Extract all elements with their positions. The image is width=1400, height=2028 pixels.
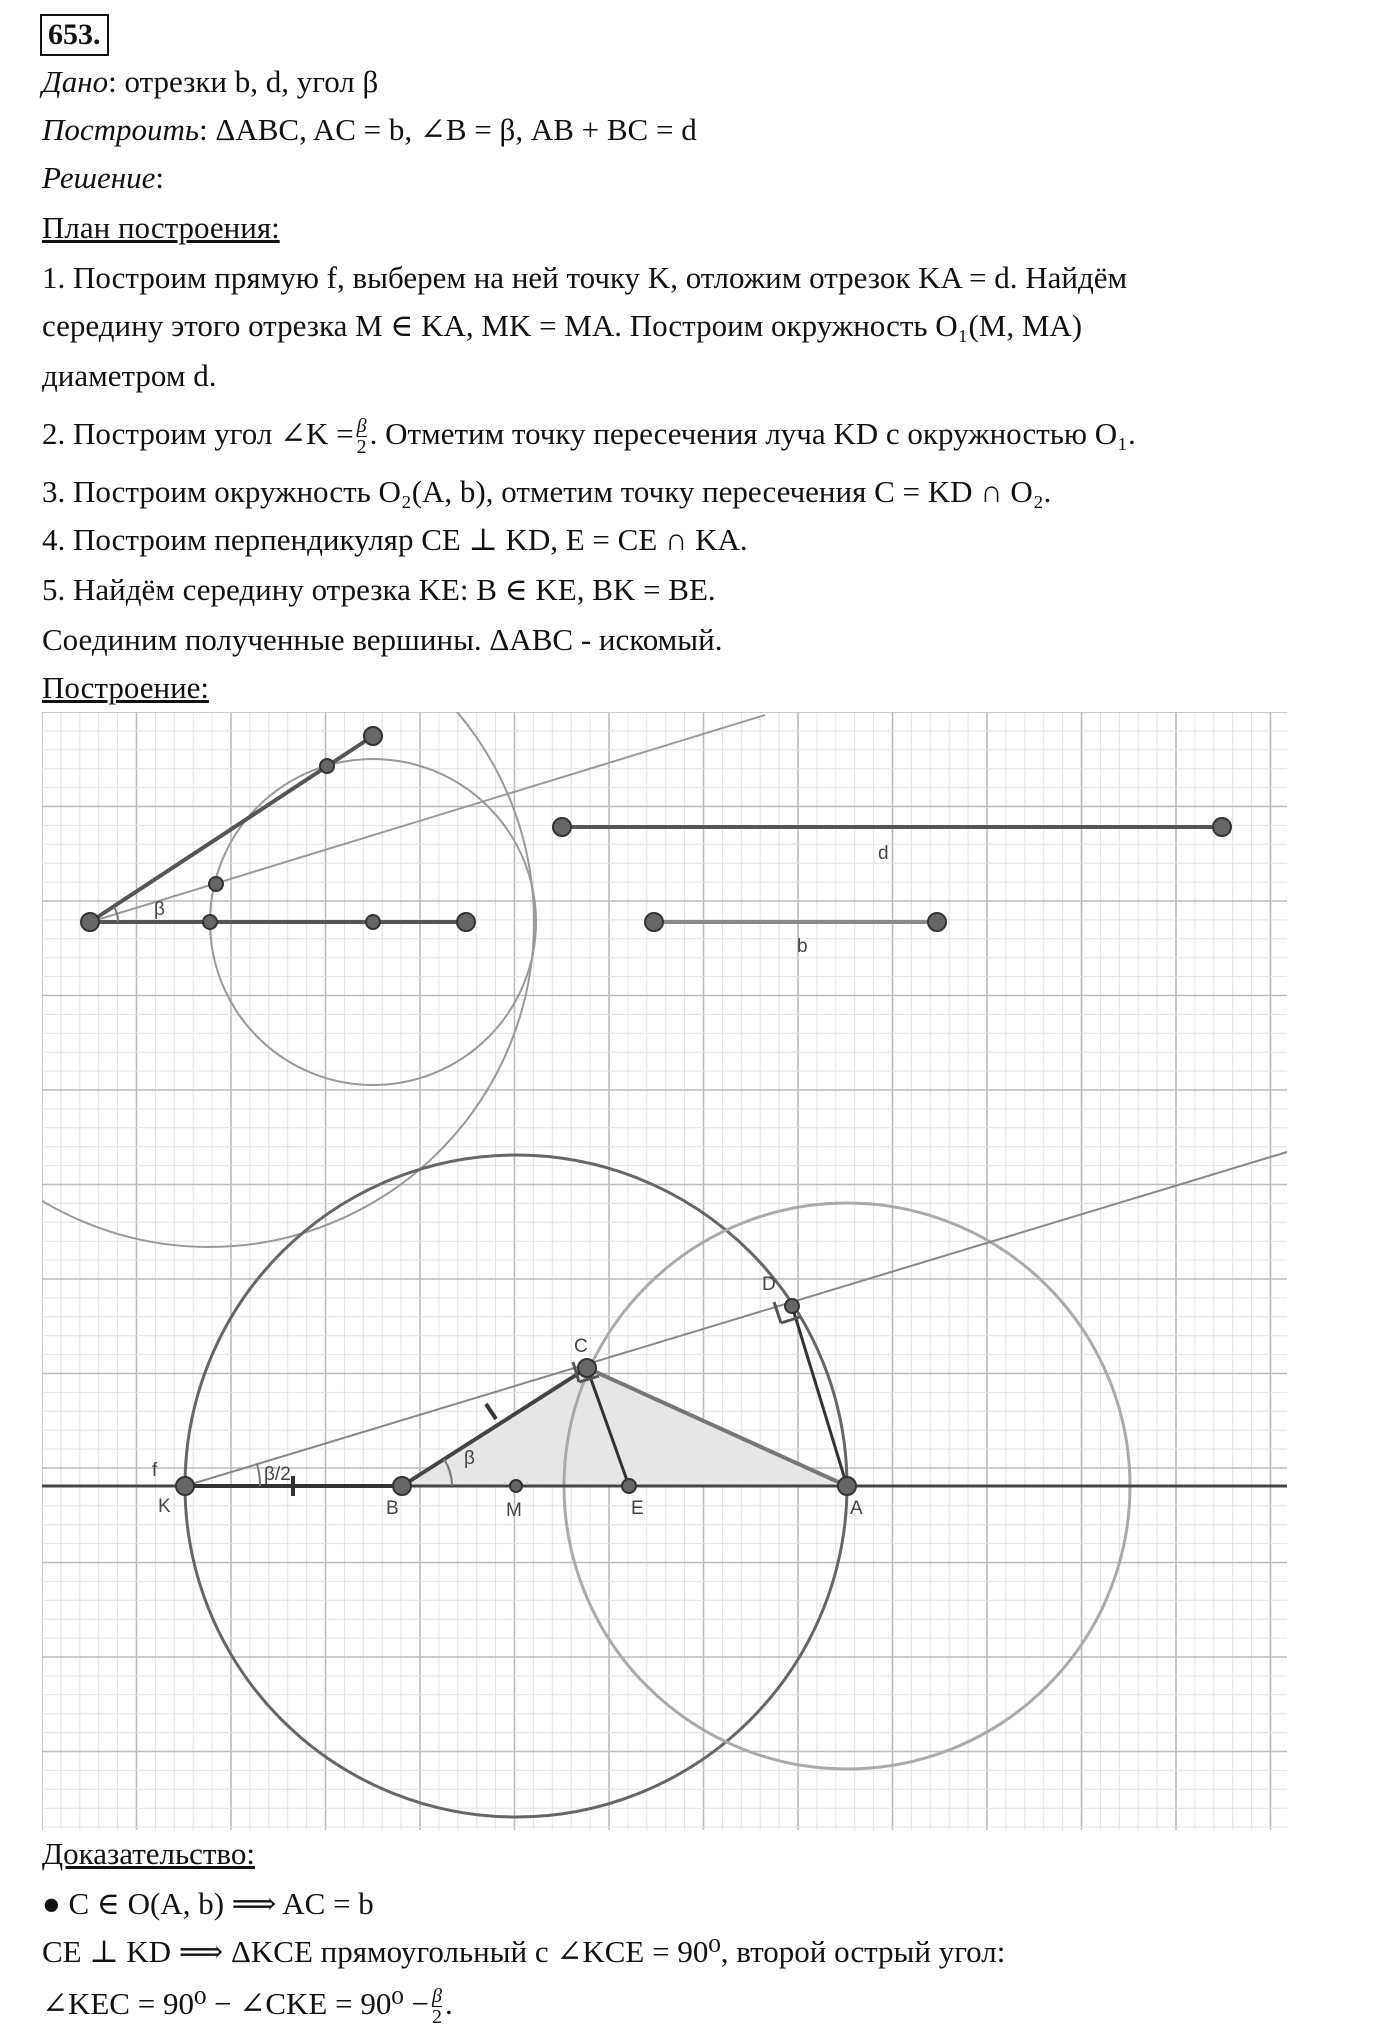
- plan-step-3: 3. Построим окружность O₂(A, b), отметим точку пересечения C = KD ∩ O₂.: [42, 474, 1052, 509]
- point-e: [622, 1479, 636, 1493]
- point-d-start: [553, 818, 571, 836]
- point-m-small: [366, 915, 380, 929]
- label-f: f: [152, 1460, 158, 1481]
- point-k-small: [81, 913, 99, 931]
- plan-step-4: 4. Построим перпендикуляр CE ⊥ KD, E = CE ∩ KA.: [42, 522, 748, 557]
- point-b: [393, 1477, 411, 1495]
- label-k: K: [158, 1496, 171, 1517]
- point-d-end: [1213, 818, 1231, 836]
- solution-label: Решение: [42, 160, 156, 195]
- point-k: [176, 1477, 194, 1495]
- segment-da: [792, 1306, 847, 1486]
- plan-step-6: Соединим полученные вершины. ΔABC - искомый.: [42, 622, 723, 657]
- proof-fraction-numerator: β: [432, 1985, 442, 2008]
- label-c: C: [574, 1336, 588, 1357]
- point-c: [578, 1359, 596, 1377]
- proof-line-1: ● C ∈ O(A, b) ⟹ AC = b: [42, 1886, 374, 1921]
- label-d: d: [878, 843, 889, 864]
- point-beta-end: [364, 727, 382, 745]
- construct-line: [42, 110, 697, 150]
- point-d: [785, 1299, 799, 1313]
- construction-figure: [42, 712, 1287, 1830]
- point-end-small: [457, 913, 475, 931]
- solution-text: :: [155, 160, 164, 195]
- construction-heading: Построение:: [42, 670, 210, 705]
- ray-kd-small: [90, 715, 765, 922]
- proof-fraction-denominator: 2: [432, 2006, 442, 2028]
- proof-beta-half-fraction: [432, 1986, 442, 2027]
- plan-step-1c: диаметром d.: [42, 358, 217, 393]
- beta-half-fraction: [357, 416, 367, 457]
- proof-line-3: [42, 1984, 453, 2027]
- given-text: : отрезки b, d, угол β: [108, 64, 379, 99]
- given-line: [42, 62, 378, 102]
- label-b: b: [797, 936, 808, 957]
- point-m: [510, 1480, 522, 1492]
- point-small-1: [203, 915, 217, 929]
- fraction-numerator: β: [356, 415, 367, 438]
- plan-heading: План построения:: [42, 210, 280, 245]
- label-beta: β: [464, 1448, 475, 1469]
- plan-step-2: [42, 414, 1136, 457]
- proof-heading: Доказательство:: [42, 1836, 255, 1871]
- plan-step-1b: середину этого отрезка M ∈ KA, MK = MA. Построим окружность O₁(M, MA): [42, 308, 1083, 343]
- solution-line: [42, 158, 164, 198]
- point-beta-mark: [320, 759, 334, 773]
- upper-construction: [42, 712, 1222, 1247]
- plan-step-2-post: . Отметим точку пересечения луча KD с окружностью O₁.: [369, 416, 1136, 451]
- plan-step-1a: 1. Построим прямую f, выберем на ней точку K, отложим отрезок KA = d. Найдём: [42, 260, 1128, 295]
- given-label: Дано: [42, 64, 109, 99]
- plan-step-5: 5. Найдём середину отрезка KE: B ∈ KE, BK = BE.: [42, 572, 716, 607]
- proof-line-3-post: .: [445, 1986, 453, 2021]
- label-e: E: [631, 1498, 644, 1519]
- label-a: A: [850, 1498, 863, 1519]
- point-b-end: [928, 913, 946, 931]
- point-b-start: [645, 913, 663, 931]
- label-b-point: B: [386, 1498, 399, 1519]
- label-d-point: D: [762, 1274, 776, 1295]
- fraction-denominator: 2: [356, 436, 367, 459]
- proof-line-3-pre: ∠KEC = 90⁰ − ∠CKE = 90⁰ −: [42, 1986, 429, 2021]
- construct-label: Построить: [42, 112, 200, 147]
- problem-number: 653.: [40, 14, 109, 56]
- point-a: [838, 1477, 856, 1495]
- point-d-small: [209, 877, 223, 891]
- plan-step-2-pre: 2. Построим угол ∠K =: [42, 416, 354, 451]
- label-m: M: [506, 1500, 522, 1521]
- label-beta-top: β: [154, 899, 165, 920]
- construct-text: : ΔABC, AC = b, ∠B = β, AB + BC = d: [199, 112, 697, 147]
- label-beta-half: β/2: [264, 1464, 291, 1485]
- proof-line-2: CE ⊥ KD ⟹ ΔKCE прямоугольный с ∠KCE = 90⁰, второй острый угол:: [42, 1934, 1006, 1969]
